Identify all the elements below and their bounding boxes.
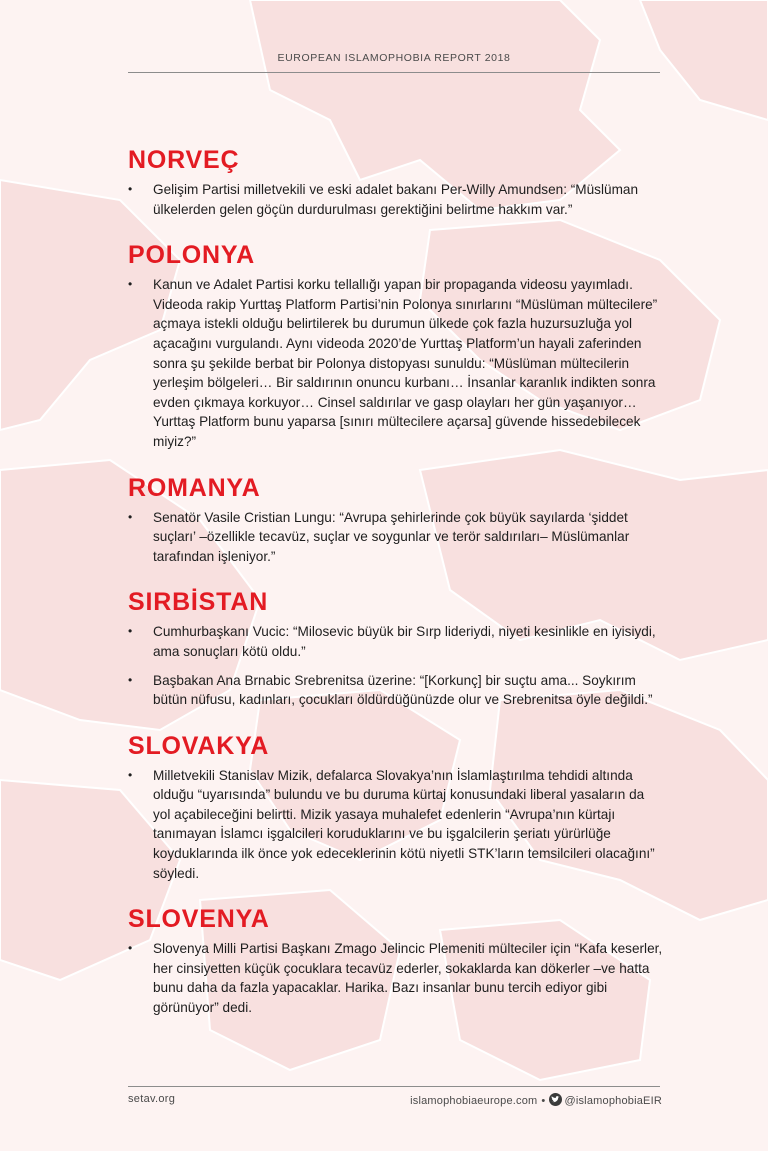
- bullet-icon: •: [128, 182, 133, 196]
- section-romanya: [128, 472, 664, 567]
- section-slovenya: [128, 903, 664, 1017]
- section-slovakya: [128, 730, 664, 884]
- footer-divider: [128, 1086, 660, 1087]
- bullet-item: [128, 275, 664, 451]
- bullet-item: [128, 766, 664, 884]
- page-content: [128, 144, 664, 1038]
- twitter-bird-icon: [549, 1093, 562, 1106]
- running-header: EUROPEAN ISLAMOPHOBIA REPORT 2018: [277, 52, 511, 64]
- bullet-text: Kanun ve Adalet Partisi korku tellallığı yapan bir propaganda videosu yayımladı. Videoda rakip Yurttaş Platform Partisi’nin Polonya sınırlarını “Müslüman mültecilere” açmaya istekli olduğu belirtilerek bu durumun ülkede çok fazla huzursuzluğa yol açacağını vurgulandı. Aynı videoda 2020’de Yurttaş Platform’un hayali zaferinden sonra şu şekilde berbat bir Polonya distopyası sunuldu: “Müslüman mültecilerin yerleşim bölgeleri… Bir saldırının onuncu kurbanı… İnsanlar karanlık indikten sonra evden çıkmaya korkuyor… Cinsel saldırılar ve gasp olayları her gün yaşanıyor… Yurttaş Platform bunu yaparsa [sınırı mültecilere açarsa] güvende hissedebilecek miyiz?”: [153, 277, 658, 449]
- bullet-text: Başbakan Ana Brnabic Srebrenitsa üzerine: “[Korkunç] bir suçtu ama... Soykırım bütün nüfusu, kadınları, çocukları öldürdüğünüzde olur ve Srebrenitsa öyle değildi.”: [153, 672, 653, 708]
- section-heading: SLOVAKYA: [128, 731, 270, 760]
- section-heading: NORVEÇ: [128, 146, 240, 174]
- bullet-item: [128, 622, 664, 661]
- section-heading: SLOVENYA: [128, 905, 270, 934]
- bullet-icon: •: [128, 941, 133, 956]
- bullet-item: [128, 180, 664, 219]
- bullet-text: Gelişim Partisi milletvekili ve eski adalet bakanı Per-Willy Amundsen: “Müslüman ülkelerden gelen göçün durdurulması gerektiğini belirtme hakkım var.”: [153, 182, 639, 217]
- footer-links: [410, 1093, 662, 1107]
- section-heading: SIRBİSTAN: [128, 588, 269, 617]
- bullet-icon: •: [128, 672, 133, 687]
- bullet-text: Milletvekili Stanislav Mizik, defalarca Slovakya’nın İslamlaştırılma tehdidi altında olduğu “uyarısında” bulundu ve bu duruma kürtaj konusundaki liberal yasaların da yol açabileceğini belirtti. Mizik yasaya muhalefet edenlerin “Avrupa’nın kürtajı tanımayan İslamcı işgalcileri koruduklarını ve bu işgalcilerin şeriatı yürürlüğe koyduklarında ilk önce yok edeceklerinin kötü niyetli STK’ların temsilcileri olacağını” söyledi.: [153, 767, 655, 881]
- section-norvec: [128, 144, 664, 219]
- section-heading: POLONYA: [128, 241, 255, 270]
- footer-site-link[interactable]: setav.org: [128, 1093, 176, 1105]
- bullet-item: [128, 671, 664, 710]
- bullet-text: Cumhurbaşkanı Vucic: “Milosevic büyük bir Sırp lideriydi, niyeti kesinlikle en iyisiydi, ama sonuçları kötü oldu.”: [153, 624, 656, 659]
- footer-twitter-handle[interactable]: @islamophobiaEIR: [564, 1095, 662, 1107]
- header-divider: [128, 72, 660, 73]
- bullet-icon: •: [128, 277, 133, 292]
- section-sirbistan: [128, 586, 664, 709]
- bullet-icon: •: [128, 767, 133, 782]
- bullet-icon: •: [128, 509, 133, 524]
- footer-separator: •: [541, 1095, 546, 1107]
- section-polonya: [128, 239, 664, 451]
- footer-website-link[interactable]: islamophobiaeurope.com: [410, 1095, 538, 1107]
- bullet-item: [128, 508, 664, 567]
- section-heading: ROMANYA: [128, 473, 261, 502]
- bullet-text: Slovenya Milli Partisi Başkanı Zmago Jelincic Plemeniti mülteciler için “Kafa keserler, her cinsiyetten küçük çocuklara tecavüz ederler, sokaklarda kan dökerler –ve hatta bunu daha da fazla yapacaklar. Harika. Bazı insanlar bunu tercih ediyor gibi görünüyor” dedi.: [153, 941, 663, 1016]
- bullet-item: [128, 939, 664, 1017]
- bullet-icon: •: [128, 624, 133, 639]
- bullet-text: Senatör Vasile Cristian Lungu: “Avrupa şehirlerinde çok büyük sayılarda ‘şiddet suçları’ –özellikle tecavüz, suçlar ve soygunlar ve terör saldırıları– Müslümanlar tarafından işleniyor.”: [153, 509, 630, 564]
